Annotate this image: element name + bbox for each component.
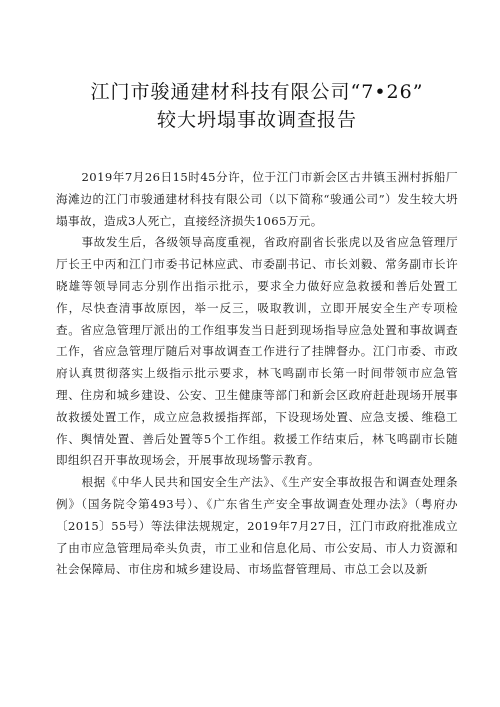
- title-line-1: 江门市骏通建材科技有限公司“7•26”: [90, 81, 424, 103]
- paragraph-investigation-basis: 根据《中华人民共和国安全生产法》、《生产安全事故报告和调查处理条例》（国务院令第493号）、《广东省生产安全事故调查处理办法》（粤府办〔2015〕55号）等法律法规规定，2019年7月27日，江门市政府批准成立了由市应急管理局牵头负责，市工业和信息化局、市公安局、市人力资源和社会保障局、市住房和城乡建设局、市场监督管理局、市总工会以及新: [56, 475, 458, 577]
- paragraph-emergency-response: 事故发生后，各级领导高度重视，省政府副省长张虎以及省应急管理厅厅长王中丙和江门市委书记林应武、市委副书记、市长刘毅、常务副市长许晓雄等领导同志分别作出指示批示，要求全力做好应急救援和善后处置工作，尽快查清事故原因，举一反三，吸取教训，立即开展安全生产专项检查。省应急管理厅派出的工作组事发当日赶到现场指导应急处置和事故调查工作，省应急管理厅随后对事故调查工作进行了挂牌督办。江门市委、市政府认真贯彻落实上级指示批示要求，林飞鸣副市长第一时间带领市应急管理、住房和城乡建设、公安、卫生健康等部门和新会区政府赶赴现场开展事故救援处置工作，成立应急救援指挥部，下设现场处置、应急支援、维稳工作、舆情处置、善后处置等5个工作组。救援工作结束后，林飞鸣副市长随即组织召开事故现场会，开展事故现场警示教育。: [56, 235, 458, 468]
- document-title: [56, 78, 458, 134]
- title-line-2: 较大坍塌事故调查报告: [156, 109, 357, 131]
- document-body: [56, 167, 458, 581]
- paragraph-incident-summary: 2019年7月26日15时45分许，位于江门市新会区古井镇玉洲村拆船厂海滩边的江门市骏通建材科技有限公司（以下简称“骏通公司”）发生较大坍塌事故，造成3人死亡，直接经济损失1065万元。: [56, 170, 458, 228]
